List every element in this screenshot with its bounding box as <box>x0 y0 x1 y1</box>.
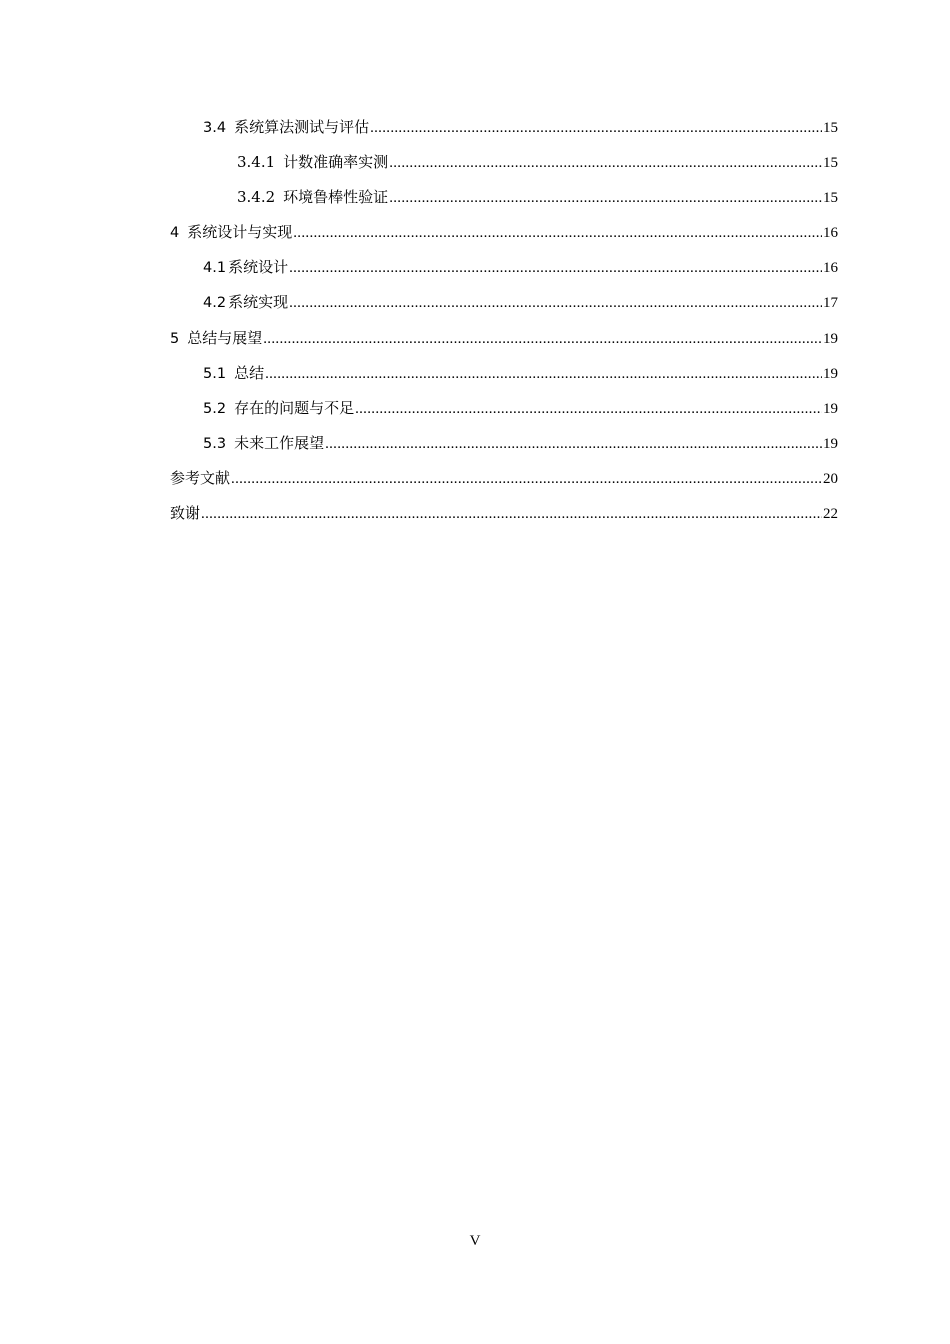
toc-entry-number: 5.1 <box>203 365 227 382</box>
toc-entry-page: 15 <box>823 155 838 172</box>
toc-entry-page: 19 <box>823 330 838 347</box>
toc-entry-page: 15 <box>823 120 838 136</box>
toc-dot-leader <box>263 322 822 357</box>
page-number: V <box>469 1233 481 1249</box>
toc-entry-3-4-2[interactable] <box>170 180 838 215</box>
toc-entry-title: 存在的问题与不足 <box>234 398 355 417</box>
toc-entry-title: 系统算法测试与评估 <box>234 118 370 136</box>
toc-entry-title: 系统实现 <box>228 293 289 312</box>
table-of-contents <box>170 110 838 531</box>
toc-dot-leader <box>289 251 822 286</box>
toc-entry-acknowledgements[interactable] <box>170 496 838 531</box>
toc-dot-leader <box>265 357 822 392</box>
toc-entry-4[interactable] <box>170 215 838 250</box>
toc-entry-title: 环境鲁棒性验证 <box>283 188 389 207</box>
toc-entry-page: 19 <box>823 400 838 417</box>
toc-dot-leader <box>355 392 822 427</box>
toc-entry-5[interactable] <box>170 321 838 356</box>
toc-entry-5-2[interactable] <box>170 391 838 426</box>
toc-entry-title: 计数准确率实测 <box>283 153 389 172</box>
toc-entry-page: 22 <box>823 506 838 523</box>
toc-entry-number: 3.4 <box>203 120 227 136</box>
toc-dot-leader <box>293 216 822 251</box>
toc-entry-title: 系统设计 <box>228 258 289 277</box>
toc-entry-title: 未来工作展望 <box>234 433 325 452</box>
toc-dot-leader <box>201 497 822 532</box>
toc-entry-page: 19 <box>823 435 838 452</box>
toc-entry-page: 16 <box>823 260 838 277</box>
toc-entry-title: 参考文献 <box>170 468 231 487</box>
toc-entry-number: 4.2 <box>203 295 227 312</box>
toc-entry-number: 5 <box>170 330 180 347</box>
toc-entry-page: 15 <box>823 190 838 207</box>
toc-dot-leader <box>389 181 822 216</box>
toc-dot-leader <box>325 427 822 462</box>
toc-entry-4-2[interactable] <box>170 285 838 320</box>
toc-entry-title: 总结 <box>234 363 265 382</box>
toc-dot-leader <box>289 286 822 321</box>
toc-entry-3-4[interactable] <box>170 110 838 145</box>
toc-entry-number: 3.4.1 <box>237 153 276 172</box>
toc-entry-3-4-1[interactable] <box>170 145 838 180</box>
toc-entry-number: 4 <box>170 225 180 242</box>
toc-entry-title: 致谢 <box>170 504 201 523</box>
toc-entry-title: 系统设计与实现 <box>187 223 293 242</box>
toc-dot-leader <box>389 146 822 181</box>
toc-entry-5-1[interactable] <box>170 356 838 391</box>
toc-entry-5-3[interactable] <box>170 426 838 461</box>
toc-entry-references[interactable] <box>170 461 838 496</box>
toc-entry-page: 19 <box>823 365 838 382</box>
toc-entry-number: 4.1 <box>203 260 227 277</box>
toc-entry-number: 3.4.2 <box>237 188 276 207</box>
toc-entry-number: 5.3 <box>203 435 227 452</box>
toc-entry-number: 5.2 <box>203 400 227 417</box>
toc-dot-leader <box>370 111 822 146</box>
toc-dot-leader <box>231 462 822 497</box>
toc-entry-page: 17 <box>823 295 838 312</box>
toc-entry-title: 总结与展望 <box>187 328 263 347</box>
toc-entry-4-1[interactable] <box>170 250 838 285</box>
toc-entry-page: 16 <box>823 225 838 242</box>
toc-entry-page: 20 <box>823 470 838 487</box>
